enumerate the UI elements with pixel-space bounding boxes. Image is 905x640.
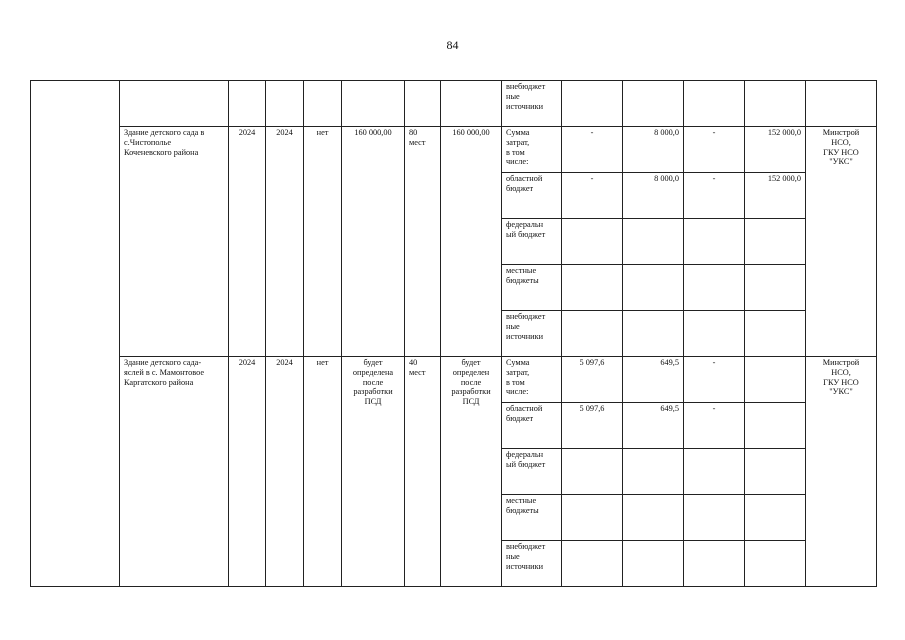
value-cell bbox=[623, 265, 684, 311]
value-cell bbox=[684, 495, 745, 541]
value-cell: 649,5 bbox=[623, 403, 684, 449]
executor: Минстрой НСО, ГКУ НСО "УКС" bbox=[806, 357, 877, 587]
value-cell bbox=[623, 311, 684, 357]
value-cell: - bbox=[562, 173, 623, 219]
page-number: 84 bbox=[446, 38, 459, 52]
funding-source-label: внебюджет ные источники bbox=[502, 311, 562, 357]
value-cell: - bbox=[562, 127, 623, 173]
funding-source-label: областной бюджет bbox=[502, 403, 562, 449]
funding-source-label: внебюджет ные источники bbox=[502, 541, 562, 587]
funding-source-label: Сумма затрат, в том числе: bbox=[502, 127, 562, 173]
capacity: 80 мест bbox=[405, 127, 441, 357]
cost-2: будет определен после разработки ПСД bbox=[441, 357, 502, 587]
value-cell bbox=[745, 357, 806, 403]
value-cell: - bbox=[684, 403, 745, 449]
funding-source-label: Сумма затрат, в том числе: bbox=[502, 357, 562, 403]
value-cell: 152 000,0 bbox=[745, 127, 806, 173]
value-cell: 5 097,6 bbox=[562, 403, 623, 449]
value-cell bbox=[745, 403, 806, 449]
value-cell bbox=[623, 219, 684, 265]
value-cell: 152 000,0 bbox=[745, 173, 806, 219]
capacity: 40 мест bbox=[405, 357, 441, 587]
value-cell bbox=[745, 265, 806, 311]
value-cell bbox=[623, 449, 684, 495]
cost: 160 000,00 bbox=[342, 127, 405, 357]
value-cell bbox=[745, 311, 806, 357]
value-cell bbox=[745, 449, 806, 495]
value-cell bbox=[684, 265, 745, 311]
object-name: Здание детского сада- яслей в с. Мамонтовое Каргатского района bbox=[120, 357, 229, 587]
value-cell bbox=[684, 219, 745, 265]
year-end: 2024 bbox=[266, 357, 304, 587]
value-cell: - bbox=[684, 173, 745, 219]
value-cell: 8 000,0 bbox=[623, 173, 684, 219]
funding-source-label: внебюджет ные источники bbox=[502, 81, 562, 127]
value-cell bbox=[623, 495, 684, 541]
value-cell bbox=[562, 449, 623, 495]
value-cell bbox=[684, 449, 745, 495]
value-cell bbox=[684, 541, 745, 587]
flag: нет bbox=[304, 127, 342, 357]
program-table bbox=[30, 80, 877, 587]
object-name: Здание детского сада в с.Чистополье Коченевского района bbox=[120, 127, 229, 357]
value-cell bbox=[684, 311, 745, 357]
section-cell bbox=[31, 81, 120, 587]
funding-source-label: федеральн ый бюджет bbox=[502, 449, 562, 495]
cost: будет определена после разработки ПСД bbox=[342, 357, 405, 587]
value-cell bbox=[562, 219, 623, 265]
table-row bbox=[31, 357, 877, 403]
funding-source-label: областной бюджет bbox=[502, 173, 562, 219]
year-start: 2024 bbox=[229, 357, 266, 587]
funding-source-label: местные бюджеты bbox=[502, 495, 562, 541]
value-cell bbox=[562, 541, 623, 587]
value-cell bbox=[745, 495, 806, 541]
value-cell bbox=[745, 219, 806, 265]
flag: нет bbox=[304, 357, 342, 587]
value-cell: - bbox=[684, 357, 745, 403]
value-cell: - bbox=[684, 127, 745, 173]
value-cell bbox=[562, 265, 623, 311]
executor: Минстрой НСО, ГКУ НСО "УКС" bbox=[806, 127, 877, 357]
funding-source-label: местные бюджеты bbox=[502, 265, 562, 311]
value-cell bbox=[745, 541, 806, 587]
value-cell: 649,5 bbox=[623, 357, 684, 403]
year-start: 2024 bbox=[229, 127, 266, 357]
year-end: 2024 bbox=[266, 127, 304, 357]
cost-2: 160 000,00 bbox=[441, 127, 502, 357]
table-row bbox=[31, 127, 877, 173]
table-row bbox=[31, 81, 877, 127]
value-cell bbox=[623, 541, 684, 587]
value-cell bbox=[562, 495, 623, 541]
value-cell: 8 000,0 bbox=[623, 127, 684, 173]
value-cell bbox=[562, 311, 623, 357]
funding-source-label: федеральн ый бюджет bbox=[502, 219, 562, 265]
value-cell: 5 097,6 bbox=[562, 357, 623, 403]
